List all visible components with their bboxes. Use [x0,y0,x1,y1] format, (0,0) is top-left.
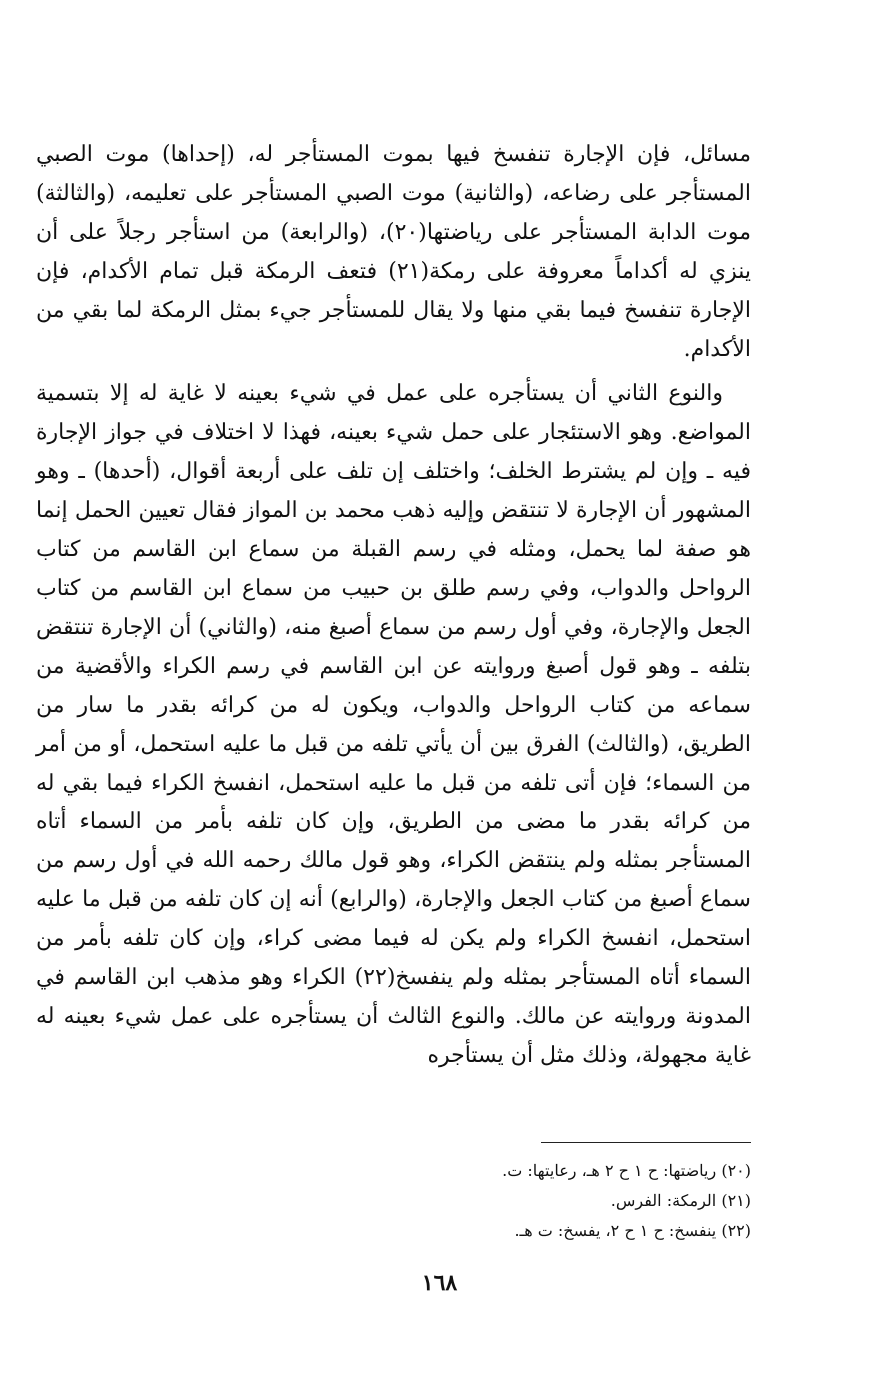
footnote-20: (٢٠) رياضتها: ح ١ ح ٢ هـ، رعايتها: ت. [502,1161,751,1180]
paragraph-2: والنوع الثاني أن يستأجره على عمل في شيء بعينه لا غاية له إلا بتسمية المواضع. وهو الاستئجار على حمل شيء بعينه، فهذا لا اختلاف في جواز الإجارة فيه ـ وإن لم يشترط الخلف؛ واختلف إن تلف على أربعة أقوال، (أحدها) ـ وهو المشهور أن الإجارة لا تنتقض وإليه ذهب محمد بن المواز فقال تعيين الحمل إنما هو صفة لما يحمل، ومثله في رسم القبلة من سماع ابن القاسم من كتاب الرواحل والدواب، وفي رسم طلق بن حبيب من سماع ابن القاسم من كتاب الجعل والإجارة، وفي أول رسم من سماع أصبغ منه، (والثاني) أن الإجارة تنتقض بتلفه ـ وهو قول أصبغ وروايته عن ابن القاسم في رسم الكراء والأقضية من سماعه من كتاب الرواحل والدواب، ويكون له من كرائه بقدر ما سار من الطريق، (والثالث) الفرق بين أن يأتي تلفه من قبل ما عليه استحمل، أو من أمر من السماء؛ فإن أتى تلفه من قبل ما عليه استحمل، انفسخ الكراء فيما بقي له من كرائه بقدر ما مضى من الطريق، وإن كان تلفه بأمر من السماء أتاه المستأجر بمثله ولم ينتقض الكراء، وهو قول مالك رحمه الله في أول رسم من سماع أصبغ من كتاب الجعل والإجارة، (والرابع) أنه إن كان تلفه من قبل ما عليه استحمل، انفسخ الكراء ولم يكن له فيما مضى كراء، وإن كان تلفه بأمر من السماء أتاه المستأجر بمثله ولم ينفسخ(٢٢) الكراء وهو مذهب ابن القاسم في المدونة وروايته عن مالك. والنوع الثالث أن يستأجره على عمل شيء بعينه له غاية مجهولة، وذلك مثل أن يستأجره [36,381,751,1068]
main-text [36,136,751,1076]
paragraph-1: مسائل، فإن الإجارة تنفسخ فيها بموت المستأجر له، (إحداها) موت الصبي المستأجر على رضاعه، (والثانية) موت الصبي المستأجر على تعليمه، (والثالثة) موت الدابة المستأجر على رياضتها(٢٠)، (والرابعة) من استأجر رجلاً على أن ينزي له أكداماً معروفة على رمكة(٢١) فتعف الرمكة قبل تمام الأكدام، فإن الإجارة تنفسخ فيما بقي منها ولا يقال للمستأجر جيء بمثل الرمكة لما بقي من الأكدام. [36,142,751,362]
footnotes [36,1156,751,1246]
footnote-22: (٢٢) ينفسخ: ح ١ ح ٢، يفسخ: ت هـ. [514,1221,751,1240]
footnote-divider [541,1142,751,1143]
footnote-21: (٢١) الرمكة: الفرس. [610,1191,751,1210]
page-number: ١٦٨ [421,1270,458,1296]
